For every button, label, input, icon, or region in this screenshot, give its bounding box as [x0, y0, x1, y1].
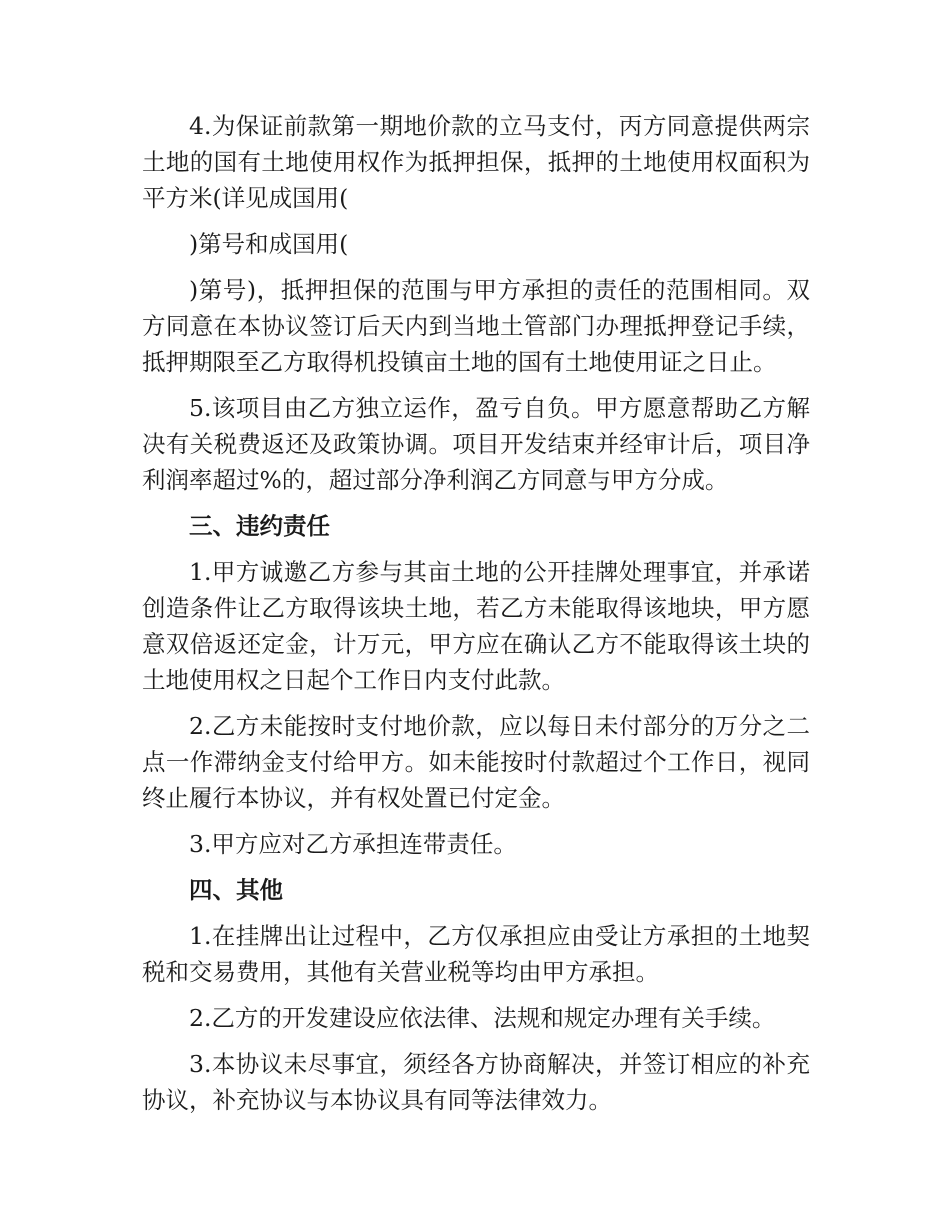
breach-clause-1: 1.甲方诚邀乙方参与其亩土地的公开挂牌处理事宜，并承诺创造条件让乙方取得该块土地，若乙方未能取得该地块，甲方愿意双倍返还定金，计万元，甲方应在确认乙方不能取得该土块的土地使用权之日起个工作日内支付此款。: [142, 558, 810, 694]
breach-clause-3: 3.甲方应对乙方承担连带责任。: [189, 830, 517, 858]
clause-4-mortgage: 4.为保证前款第一期地价款的立马支付，丙方同意提供两宗土地的国有土地使用权作为抵押担保，抵押的土地使用权面积为平方米(详见成国用(: [142, 112, 810, 212]
section-heading-breach: 三、违约责任: [189, 512, 330, 540]
document-page: [142, 108, 810, 1128]
other-clause-2: 2.乙方的开发建设应依法律、法规和规定办理有关手续。: [189, 1004, 776, 1032]
section-heading-other: 四、其他: [189, 876, 283, 904]
clause-4-mortgage-scope: )第号)，抵押担保的范围与甲方承担的责任的范围相同。双方同意在本协议签订后天内到当地土管部门办理抵押登记手续，抵押期限至乙方取得机投镇亩土地的国有土地使用证之日止。: [142, 276, 810, 376]
clause-4-certificate-line: )第号和成国用(: [189, 230, 349, 258]
other-clause-3: 3.本协议未尽事宜，须经各方协商解决，并签订相应的补充协议，补充协议与本协议具有同等法律效力。: [142, 1050, 810, 1114]
breach-clause-2: 2.乙方未能按时支付地价款，应以每日未付部分的万分之二点一作滞纳金支付给甲方。如未能按时付款超过个工作日，视同终止履行本协议，并有权处置已付定金。: [142, 712, 810, 812]
clause-5-profit-sharing: 5.该项目由乙方独立运作，盈亏自负。甲方愿意帮助乙方解决有关税费返还及政策协调。项目开发结束并经审计后，项目净利润率超过%的，超过部分净利润乙方同意与甲方分成。: [142, 394, 810, 494]
other-clause-1: 1.在挂牌出让过程中，乙方仅承担应由受让方承担的土地契税和交易费用，其他有关营业税等均由甲方承担。: [142, 922, 810, 986]
